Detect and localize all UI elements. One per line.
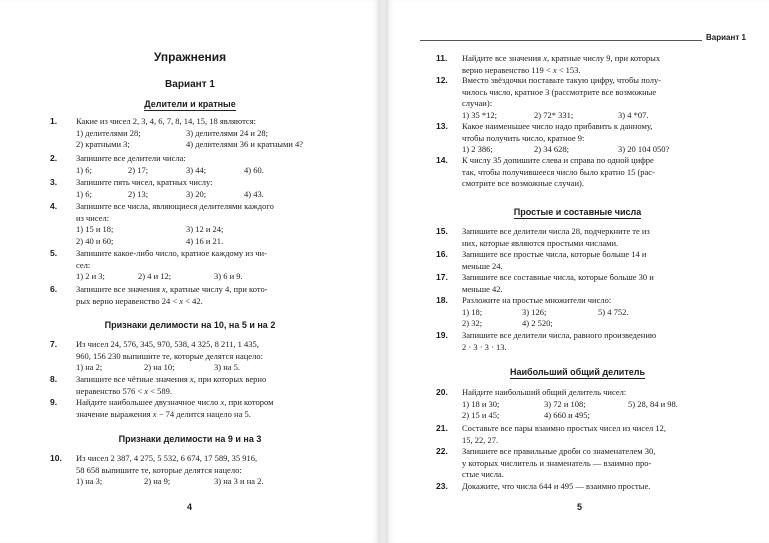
option: 4) делителями 36 и кратными 4? — [186, 139, 304, 150]
exercise-text: Найдите все значения x, кратные числу 9, при которых — [462, 53, 661, 63]
exercise-5 — [50, 248, 350, 283]
exercise-number: 12. — [436, 75, 448, 85]
exercise-number: 21. — [436, 423, 448, 433]
exercise-number: 1. — [50, 116, 58, 126]
exercise-number: 23. — [436, 481, 448, 491]
option: 1) на 3; — [76, 476, 103, 487]
page-title: Упражнения — [153, 50, 227, 64]
option: 4) 43. — [244, 188, 264, 199]
exercise-text: Составьте все пары взаимно простых чисел из чисел 12, — [462, 423, 666, 433]
exercise-number: 6. — [50, 284, 58, 294]
option: 1) 2 386; — [462, 144, 493, 155]
exercise-text: Запишите все делители числа: — [76, 153, 186, 163]
option: 1) 2 и 3; — [76, 271, 105, 282]
exercise-text: 960, 156 230 выпишите те, которые делятся нацело: — [76, 350, 263, 361]
option: 1) 35 *12; — [462, 109, 497, 120]
exercise-10 — [50, 453, 350, 488]
section-heading-div-9-3: Признаки делимости на 9 и на 3 — [118, 434, 262, 444]
exercise-text: Запишите все значения x, кратные числу 4, при кото- — [76, 284, 268, 294]
exercise-23 — [436, 481, 736, 493]
option: 4) 2 520; — [522, 318, 553, 329]
option: 1) на 2; — [76, 362, 103, 373]
option: 3) 4 *07. — [618, 109, 649, 120]
option: 1) 18; — [462, 306, 483, 317]
exercise-7 — [50, 339, 350, 374]
exercise-text: чилось число, кратное 3 (рассмотрите все возможные — [462, 86, 657, 97]
exercise-number: 5. — [50, 248, 58, 258]
exercise-text: Запишите все числа, являющиеся делителями каждого — [76, 201, 274, 211]
exercise-number: 17. — [436, 272, 448, 282]
exercise-text: меньше 42. — [462, 283, 503, 294]
exercise-2 — [50, 153, 350, 176]
option: 3) на 5. — [214, 362, 241, 373]
exercise-text: смотрите все возможные случаи). — [462, 178, 584, 189]
section-heading-gcd: Наибольший общий делитель — [509, 367, 646, 377]
option: 2) 40 и 60; — [76, 235, 114, 246]
option: 4) 60. — [244, 164, 264, 175]
exercise-text: случаи): — [462, 98, 493, 109]
exercise-number: 3. — [50, 177, 58, 187]
exercise-number: 11. — [436, 53, 448, 63]
option: 3) 126; — [522, 306, 547, 317]
exercise-text: Докажите, что числа 644 и 495 — взаимно простые. — [462, 481, 651, 491]
exercise-text: Из чисел 2 387, 4 275, 5 532, 6 674, 17 589, 35 916, — [76, 453, 258, 463]
exercise-text: так, чтобы получившееся число было кратно 15 (рас- — [462, 166, 655, 177]
exercise-text: Вместо звёздочки поставьте такую цифру, чтобы полу- — [462, 75, 662, 85]
option: 2) 32; — [462, 318, 483, 329]
exercise-17 — [436, 272, 736, 295]
exercise-18 — [436, 295, 736, 330]
exercise-number: 4. — [50, 201, 58, 211]
exercise-text: чтобы получить число, кратное 9: — [462, 132, 585, 143]
exercise-text: верно неравенство 119 < x < 153. — [462, 64, 581, 75]
exercise-text: у которых числитель и знаменатель — взаимно про- — [462, 457, 652, 468]
header-rule — [420, 40, 702, 41]
option: 2) кратными 3; — [76, 139, 130, 150]
exercise-number: 2. — [50, 153, 58, 163]
option: 2) 13; — [128, 188, 149, 199]
option: 2) 72* 331; — [534, 109, 574, 120]
exercise-number: 7. — [50, 339, 58, 349]
exercise-11 — [436, 53, 736, 76]
option: 5) 4 752. — [598, 306, 629, 317]
option: 2) 4 и 12; — [138, 271, 172, 282]
option: 3) 6 и 9. — [214, 271, 243, 282]
exercise-text: них, которые являются простыми числами. — [462, 237, 619, 248]
section-heading-divisors: Делители и кратные — [144, 99, 236, 109]
exercise-text: рых верно неравенство 24 < x < 42. — [76, 295, 203, 306]
exercise-number: 14. — [436, 155, 448, 165]
section-heading-prime-composite: Простые и составные числа — [513, 207, 642, 217]
exercise-number: 15. — [436, 226, 448, 236]
exercise-9 — [50, 397, 350, 420]
running-header: Вариант 1 — [706, 33, 746, 42]
option: 1) 15 и 18; — [76, 224, 114, 235]
exercise-text: Запишите все чётные значения x, при которых верно — [76, 374, 267, 384]
exercise-number: 9. — [50, 397, 58, 407]
exercise-1 — [50, 116, 350, 151]
exercise-number: 18. — [436, 295, 448, 305]
exercise-text: Какие из чисел 2, 3, 4, 6, 7, 8, 14, 15, 18 являются: — [76, 116, 256, 126]
option: 2) 17; — [128, 164, 149, 175]
exercise-6 — [50, 284, 350, 307]
exercise-text: 2 · 3 · 3 · 13. — [462, 341, 507, 352]
exercise-16 — [436, 249, 736, 272]
exercise-number: 19. — [436, 330, 448, 340]
exercise-text: 15, 22, 27. — [462, 434, 499, 445]
exercise-text: Запишите пять чисел, кратных числу: — [76, 177, 213, 187]
exercise-text: Запишите все делители числа 28, подчеркните те из — [462, 226, 650, 236]
option: 1) делителями 28; — [76, 127, 141, 138]
exercise-text: неравенство 576 < x < 589. — [76, 385, 172, 396]
exercise-text: значение выражения x − 74 делится нацело на 5. — [76, 408, 251, 419]
exercise-number: 8. — [50, 374, 58, 384]
option: 1) 18 и 30; — [462, 398, 500, 409]
left-page — [0, 0, 380, 543]
option: 3) 12 и 24; — [186, 224, 224, 235]
variant-heading: Вариант 1 — [165, 79, 215, 90]
exercise-text: Запишите какое-либо число, кратное каждому из чи- — [76, 248, 267, 258]
option: 3) 44; — [186, 164, 207, 175]
option: 3) 20; — [186, 188, 207, 199]
exercise-21 — [436, 423, 736, 446]
exercise-14 — [436, 155, 736, 190]
exercise-text: Из чисел 24, 576, 345, 970, 538, 4 325, 8 211, 1 435, — [76, 339, 259, 349]
exercise-number: 13. — [436, 121, 448, 131]
right-page — [386, 0, 769, 543]
option: 4) 16 и 21. — [186, 235, 224, 246]
exercise-text: Запишите все составные числа, которые больше 30 и — [462, 272, 654, 282]
exercise-text: Разложите на простые множители число: — [462, 295, 612, 305]
option: 4) 660 и 495; — [544, 410, 590, 421]
exercise-text: Найдите наибольшее двузначное число x, при котором — [76, 397, 274, 407]
exercise-number: 22. — [436, 446, 448, 456]
option: 2) на 10; — [144, 362, 175, 373]
option: 2) 34 628; — [534, 144, 569, 155]
exercise-text: Запишите все правильные дроби со знаменателем 30, — [462, 446, 656, 456]
exercise-13 — [436, 121, 736, 156]
exercise-text: 58 658 выпишите те, которые делятся нацело: — [76, 464, 242, 475]
exercise-number: 10. — [50, 453, 62, 463]
option: 1) 6; — [76, 164, 92, 175]
exercise-text: Запишите все делители числа, равного произведению — [462, 330, 657, 340]
option: 3) 72 и 108; — [544, 398, 586, 409]
exercise-text: из чисел: — [76, 212, 110, 223]
option: 3) 20 104 050? — [618, 144, 670, 155]
option: 3) делителями 24 и 28; — [186, 127, 268, 138]
exercise-text: сел: — [76, 259, 91, 270]
exercise-4 — [50, 201, 350, 247]
option: 1) 6; — [76, 188, 92, 199]
exercise-text: К числу 35 допишите слева и справа по одной цифре — [462, 155, 654, 165]
exercise-number: 20. — [436, 387, 448, 397]
exercise-19 — [436, 330, 736, 353]
exercise-text: меньше 24. — [462, 260, 503, 271]
exercise-number: 16. — [436, 249, 448, 259]
exercise-8 — [50, 374, 350, 397]
option: 3) на 3 и на 2. — [214, 476, 264, 487]
exercise-15 — [436, 226, 736, 249]
exercise-text: Запишите все простые числа, которые больше 14 и — [462, 249, 647, 259]
exercise-22 — [436, 446, 736, 481]
option: 2) на 9; — [144, 476, 171, 487]
section-heading-div-10-5-2: Признаки делимости на 10, на 5 и на 2 — [104, 320, 276, 330]
exercise-12 — [436, 75, 736, 121]
exercise-3 — [50, 177, 350, 200]
exercise-20 — [436, 387, 736, 422]
exercise-text: Найдите наибольший общий делитель чисел: — [462, 387, 627, 397]
page-number: 5 — [577, 502, 583, 512]
exercise-text: стые числа. — [462, 469, 504, 480]
option: 5) 28, 84 и 98. — [628, 398, 678, 409]
option: 2) 15 и 45; — [462, 410, 500, 421]
exercise-text: Какое наименьшее число надо прибавить к данному, — [462, 121, 653, 131]
page-number: 4 — [187, 502, 193, 512]
